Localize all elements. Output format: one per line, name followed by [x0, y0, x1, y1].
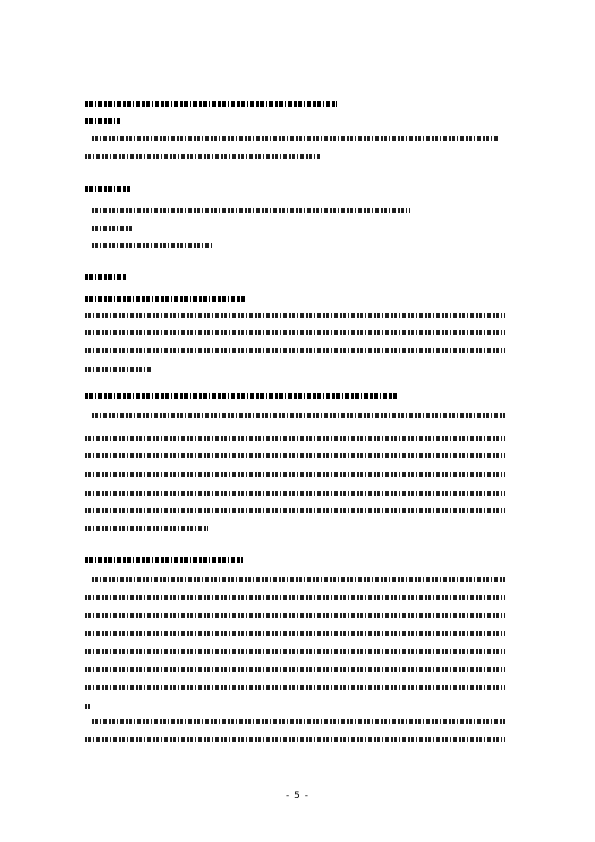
text-line	[85, 472, 505, 477]
list-item-line	[92, 226, 132, 231]
text-line	[92, 413, 505, 418]
text-line	[85, 737, 505, 742]
text-line	[85, 330, 505, 335]
text-line	[85, 667, 505, 672]
text-line	[85, 367, 153, 372]
text-line	[85, 491, 505, 496]
text-line	[85, 649, 505, 654]
list-item-line	[92, 243, 212, 248]
subheading-line	[85, 557, 243, 563]
text-line	[85, 685, 505, 690]
page-number: - 5 -	[286, 791, 309, 801]
subheading-line	[85, 118, 120, 124]
text-line	[92, 577, 505, 582]
text-line	[85, 704, 90, 709]
list-item-line	[92, 208, 410, 213]
subheading-line	[85, 393, 397, 399]
text-line	[85, 313, 505, 318]
text-line	[92, 136, 500, 141]
section-heading-line	[85, 274, 127, 280]
text-line	[85, 508, 505, 513]
text-line	[85, 436, 505, 441]
text-line	[85, 613, 505, 618]
text-line	[85, 526, 208, 531]
text-line	[92, 719, 505, 724]
text-line	[85, 154, 320, 159]
subheading-line	[85, 296, 245, 302]
text-line	[85, 348, 505, 353]
heading-line	[85, 101, 337, 107]
text-line	[85, 631, 505, 636]
section-heading-line	[85, 186, 130, 192]
text-line	[85, 595, 505, 600]
text-line	[85, 453, 505, 458]
